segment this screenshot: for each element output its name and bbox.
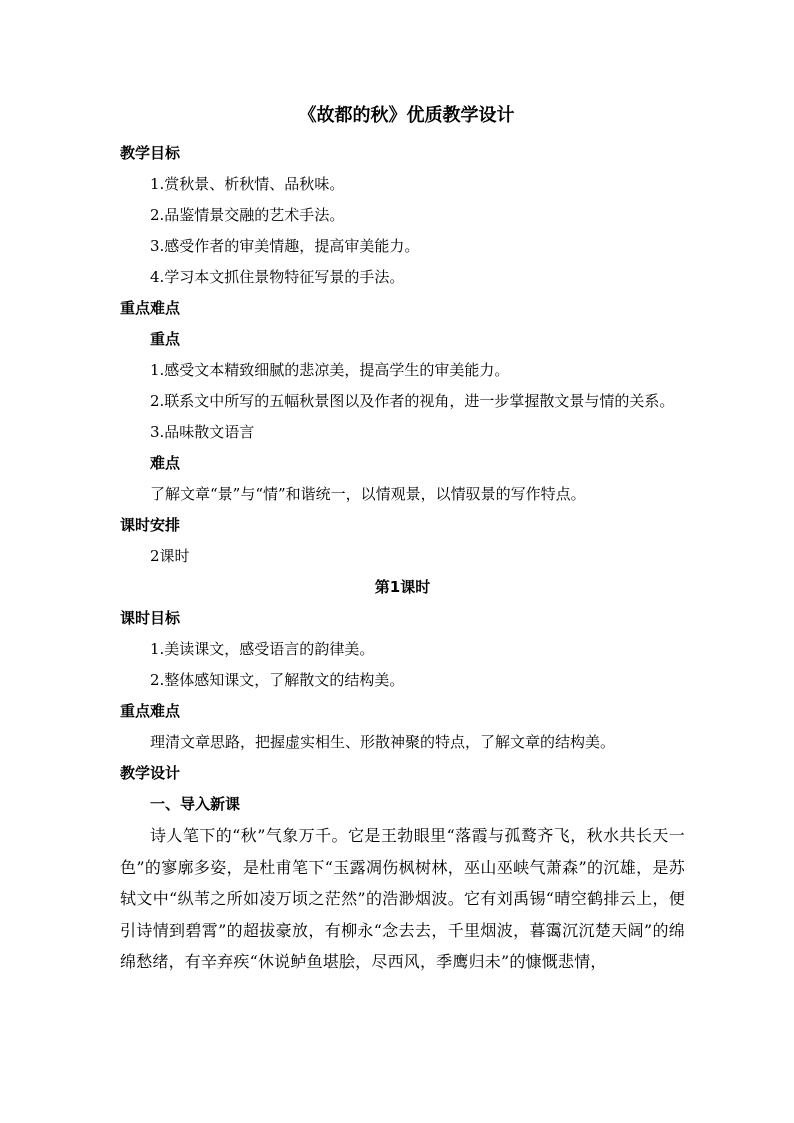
key-item: 3.品味散文语言 — [150, 423, 255, 441]
goal-item: 2.品鉴情景交融的艺术手法。 — [150, 206, 345, 224]
goals-heading: 教学目标 — [120, 144, 181, 162]
lesson1-key-heading: 重点难点 — [120, 702, 181, 720]
lesson1-goal-item: 1.美读课文，感受语言的韵律美。 — [150, 640, 375, 658]
lesson1-goal-item: 2.整体感知课文，了解散文的结构美。 — [150, 671, 405, 689]
lesson1-goals-heading: 课时目标 — [120, 609, 181, 627]
document-content — [120, 102, 685, 978]
key-item: 1.感受文本精致细腻的悲凉美，提高学生的审美能力。 — [150, 361, 510, 379]
difficulty-subheading: 难点 — [150, 454, 181, 472]
step1-heading: 一、导入新课 — [150, 795, 241, 813]
schedule-heading: 课时安排 — [120, 516, 181, 534]
goal-item: 3.感受作者的审美情趣，提高审美能力。 — [150, 237, 420, 255]
design-heading: 教学设计 — [120, 764, 181, 782]
key-item: 2.联系文中所写的五幅秋景图以及作者的视角，进一步掌握散文景与情的关系。 — [150, 392, 675, 410]
goal-item: 4.学习本文抓住景物特征写景的手法。 — [150, 268, 405, 286]
step1-text: 诗人笔下的“秋”气象万千。它是王勃眼里“落霞与孤鹜齐飞，秋水共长天一色”的寥廓多姿，是杜甫笔下“玉露凋伤枫树林，巫山巫峡气萧森”的沉雄，是苏轼文中“纵苇之所如凌万顷之茫然”的浩渺烟波。它有刘禹锡“晴空鹤排云上，便引诗情到碧霄”的超拔豪放，有柳永“念去去，千里烟波，暮霭沉沉楚天阔”的绵绵愁绪，有辛弃疾“休说鲈鱼堪脍，尽西风，季鹰归未”的慷慨悲情， — [120, 826, 685, 971]
goal-item: 1.赏秋景、析秋情、品秋味。 — [150, 175, 345, 193]
lesson1-heading: 第1课时 — [374, 578, 431, 596]
key-subheading: 重点 — [150, 330, 181, 348]
schedule-text: 2课时 — [150, 547, 190, 565]
difficulty-text: 了解文章“景”与“情”和谐统一，以情观景，以情驭景的写作特点。 — [150, 485, 586, 503]
key-points-heading: 重点难点 — [120, 299, 181, 317]
lesson1-key-text: 理清文章思路，把握虚实相生、形散神聚的特点，了解文章的结构美。 — [150, 733, 616, 751]
document-title: 《故都的秋》优质教学设计 — [298, 105, 515, 126]
